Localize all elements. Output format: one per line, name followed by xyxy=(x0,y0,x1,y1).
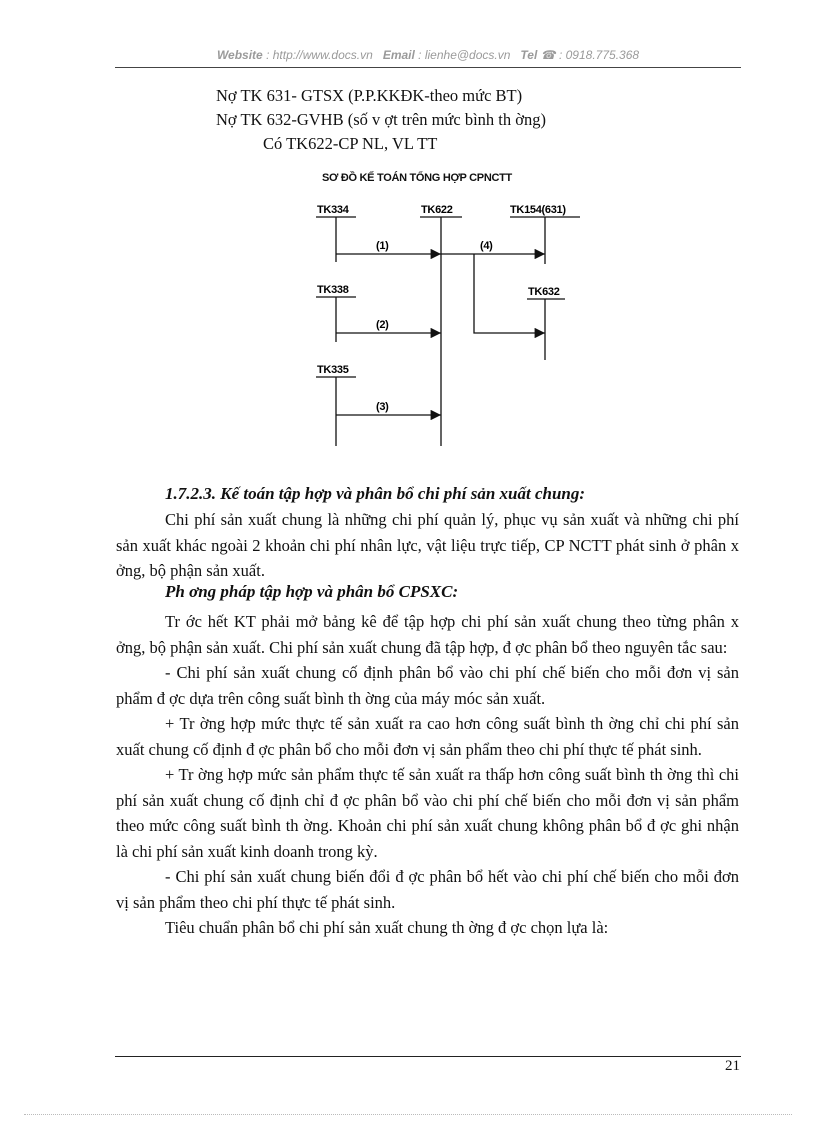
paragraph-1: Tr ớc hết KT phải mở bảng kê để tập hợp chi phí sản xuất chung theo từng phân x ởng, bộ phận sản xuất. Chi phí sản xuất chung đã tập hợp, đ ợc phân bổ theo nguyên tắc sau: xyxy=(116,612,739,657)
paragraph-6: Tiêu chuẩn phân bổ chi phí sản xuất chung th ờng đ ợc chọn lựa là: xyxy=(165,918,609,937)
website-label: Website xyxy=(216,48,263,62)
paragraph-4: + Tr ờng hợp mức sản phẩm thực tế sản xuất ra thấp hơn công suất bình th ờng thì chi phí sản xuất chung cố định chỉ đ ợc phân bổ vào chi phí chế biến cho mỗi đơn vị sản phẩm theo mức công suất bình th ờng. Khoản chi phí sản xuất chung không phân bổ đ ợc ghi nhận là chi phí sản xuất kinh doanh trong kỳ. xyxy=(116,765,739,861)
tk338-label: TK338 xyxy=(317,284,349,296)
paragraph-5: - Chi phí sản xuất chung biến đổi đ ợc phân bổ hết vào chi phí chế biến cho mỗi đơn vị sản phẩm theo chi phí thực tế phát sinh. xyxy=(116,867,739,912)
footer-divider xyxy=(115,1056,741,1057)
phone-icon: ☎ xyxy=(540,48,556,62)
body-text xyxy=(116,609,739,941)
website-value[interactable]: : http://www.docs.vn xyxy=(266,48,373,62)
entry-debit-632: Nợ TK 632-GVHB (số v ợt trên mức bình th ờng) xyxy=(216,110,546,129)
diagram-title: SƠ ĐỒ KẾ TOÁN TỔNG HỢP CPNCTT xyxy=(322,172,512,184)
entry-credit-622: Có TK622-CP NL, VL TT xyxy=(263,134,438,153)
tk154-label: TK154(631) xyxy=(510,204,566,216)
flow-3-label: (3) xyxy=(376,401,389,413)
section-title: 1.7.2.3. Kế toán tập hợp và phân bổ chi phí sản xuất chung: xyxy=(165,484,586,503)
tk334-label: TK334 xyxy=(317,204,349,216)
page-bottom-border xyxy=(24,1114,792,1115)
intro-paragraph-block xyxy=(116,507,739,584)
entry-debit-631: Nợ TK 631- GTSX (P.P.KKĐK-theo mức BT) xyxy=(216,86,523,105)
paragraph-2: - Chi phí sản xuất chung cố định phân bổ vào chi phí chế biến cho mỗi đơn vị sản phẩm đ ợc dựa trên công suất bình th ờng của máy móc sản xuất. xyxy=(116,663,739,708)
tk335-label: TK335 xyxy=(317,364,349,376)
flow-2-label: (2) xyxy=(376,319,389,331)
tel-value: : 0918.775.368 xyxy=(558,48,640,62)
intro-paragraph: Chi phí sản xuất chung là những chi phí quản lý, phục vụ sản xuất và những chi phí sản xuất khác ngoài 2 khoản chi phí nhân lực, vật liệu trực tiếp, CP NCTT phát sinh ở phân x ởng, bộ phận sản xuất. xyxy=(116,510,739,580)
tel-label: Tel xyxy=(520,48,538,62)
email-label: Email xyxy=(382,48,415,62)
tk632-label: TK632 xyxy=(528,286,560,298)
flow-4-label: (4) xyxy=(480,240,493,252)
sub-title: Ph ơng pháp tập hợp và phân bổ CPSXC: xyxy=(165,582,459,601)
flow-1-label: (1) xyxy=(376,240,389,252)
paragraph-3: + Tr ờng hợp mức thực tế sản xuất ra cao hơn công suất bình th ờng chỉ chi phí sản xuất chung cố định đ ợc phân bổ cho mỗi đơn vị sản phẩm theo chi phí thực tế phát sinh. xyxy=(116,714,739,759)
page-number: 21 xyxy=(725,1058,740,1074)
tk622-label: TK622 xyxy=(421,204,453,216)
email-value[interactable]: : lienhe@docs.vn xyxy=(418,48,511,62)
